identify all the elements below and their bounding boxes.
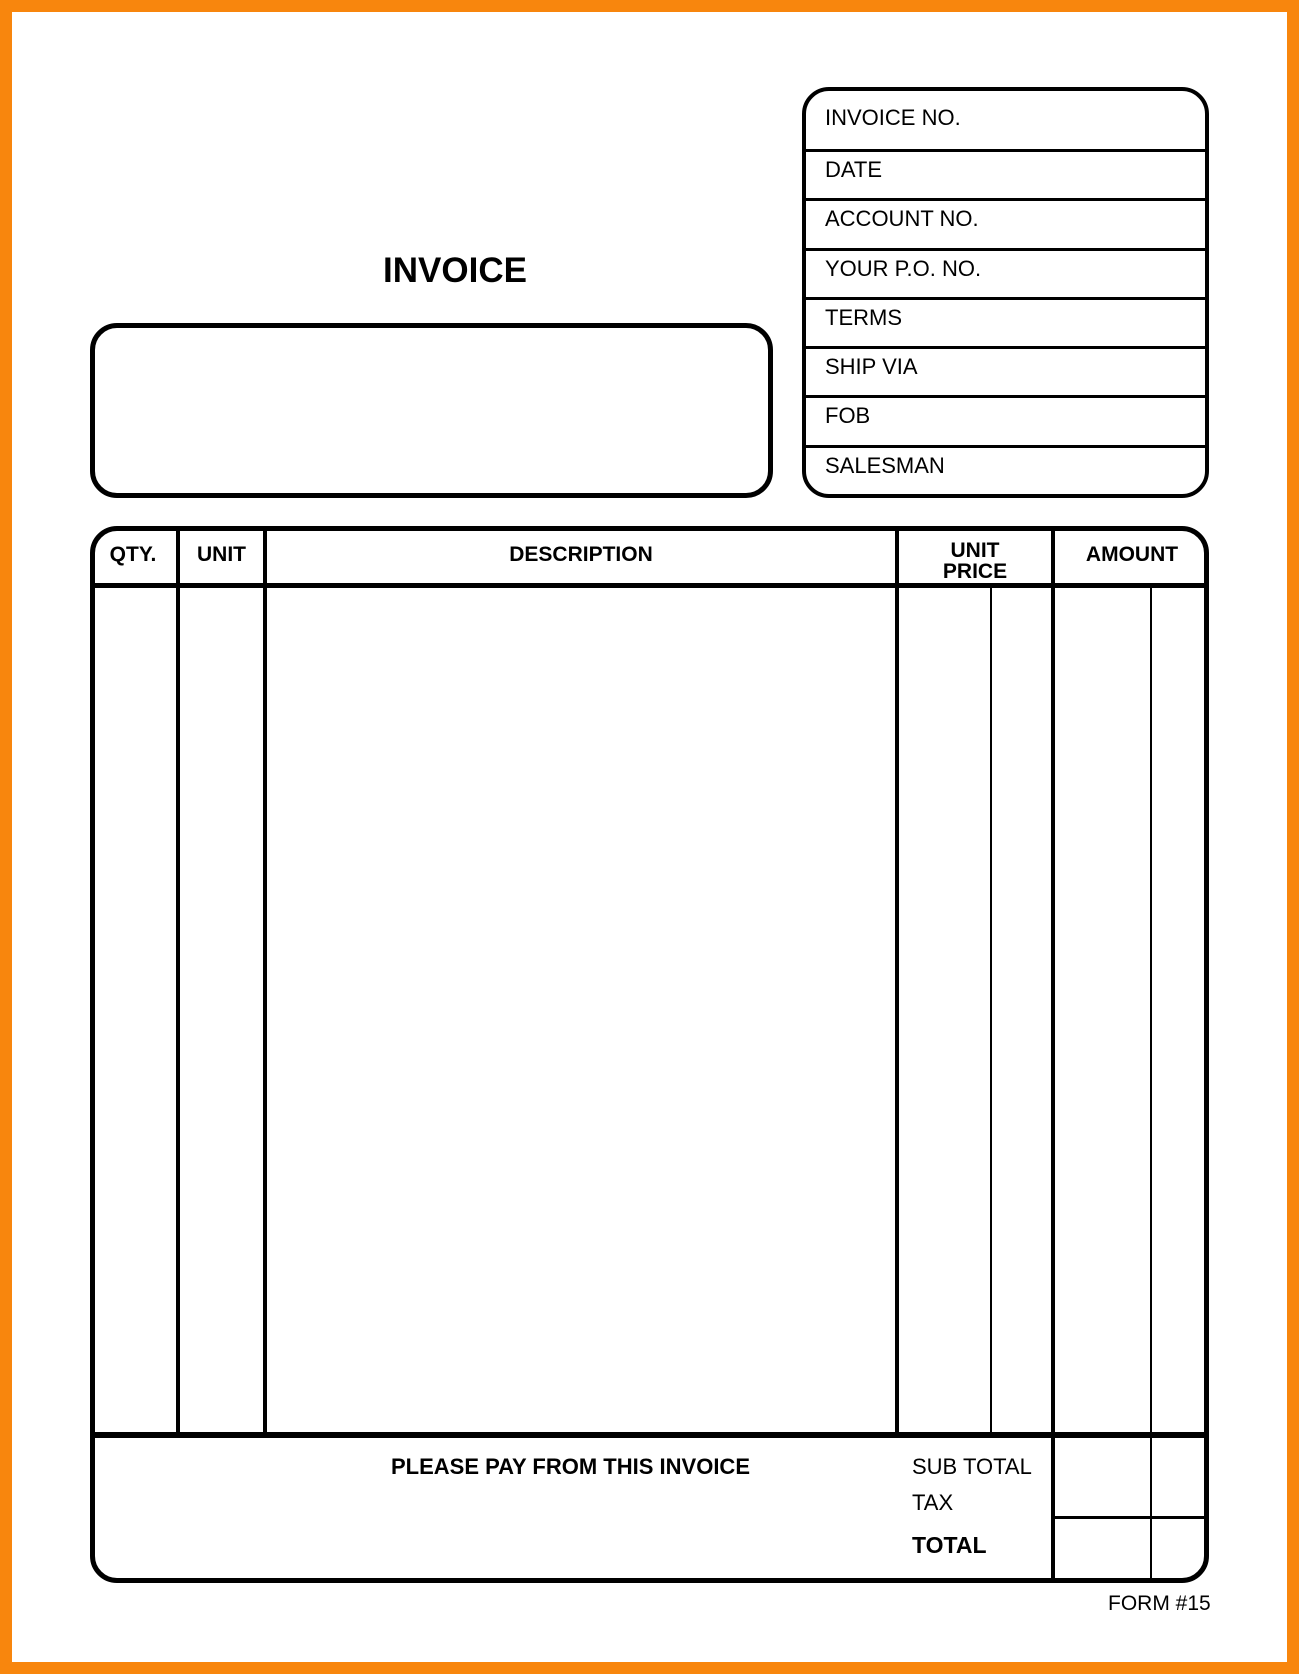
- ship-via-field[interactable]: [806, 346, 1205, 395]
- invoice-sheet: [12, 12, 1287, 1662]
- account-no-label: ACCOUNT NO.: [825, 206, 979, 232]
- unit-price-column-header: UNIT PRICE: [942, 539, 1008, 583]
- salesman-label: SALESMAN: [825, 452, 945, 478]
- line-items-area[interactable]: [94, 588, 1205, 1432]
- unit-price-cents-divider: [990, 585, 992, 1435]
- fob-label: FOB: [825, 403, 871, 429]
- invoice-no-field[interactable]: [806, 91, 1205, 149]
- unit-column-header: UNIT: [197, 542, 246, 566]
- form-number: FORM #15: [1108, 1592, 1211, 1615]
- bill-to-box[interactable]: [90, 323, 773, 498]
- items-footer-divider-line: [90, 1432, 1209, 1438]
- date-label: DATE: [825, 157, 883, 182]
- ship-via-label: SHIP VIA: [825, 354, 918, 380]
- qty-unit-divider: [176, 526, 180, 1435]
- invoice-info-box: [802, 87, 1209, 498]
- header-divider-line: [90, 583, 1209, 588]
- po-no-field[interactable]: [806, 248, 1205, 297]
- sub-total-label: SUB TOTAL: [912, 1454, 1032, 1479]
- terms-label: TERMS: [825, 304, 902, 330]
- fob-field[interactable]: [806, 395, 1205, 444]
- pay-message: PLEASE PAY FROM THIS INVOICE: [391, 1454, 750, 1479]
- po-no-label: YOUR P.O. NO.: [825, 255, 982, 281]
- salesman-field[interactable]: [806, 445, 1205, 494]
- account-no-field[interactable]: [806, 198, 1205, 247]
- page-title: INVOICE: [383, 251, 527, 290]
- unit-description-divider: [263, 526, 267, 1435]
- description-price-divider: [895, 526, 899, 1435]
- date-field[interactable]: [806, 149, 1205, 198]
- sub-total-tax-amount-cell[interactable]: [1055, 1438, 1205, 1516]
- price-amount-divider: [1051, 526, 1055, 1583]
- invoice-no-label: INVOICE NO.: [825, 105, 961, 130]
- qty-column-header: QTY.: [109, 542, 157, 566]
- items-table: [90, 526, 1209, 1583]
- terms-field[interactable]: [806, 297, 1205, 346]
- total-amount-cell[interactable]: [1055, 1519, 1205, 1579]
- description-column-header: DESCRIPTION: [509, 542, 653, 566]
- total-label: TOTAL: [912, 1532, 987, 1558]
- tax-label: TAX: [912, 1490, 954, 1515]
- amount-column-header: AMOUNT: [1085, 542, 1179, 566]
